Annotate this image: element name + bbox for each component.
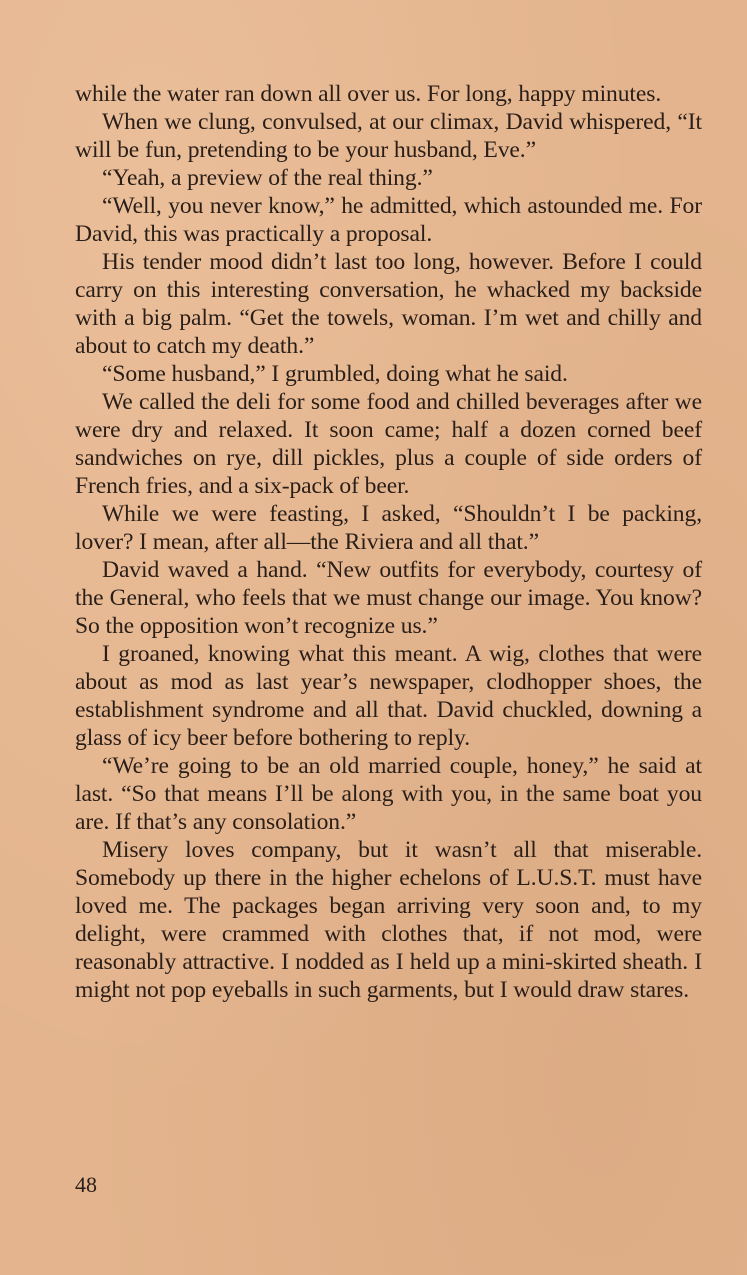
paragraph-10: I groaned, knowing what this meant. A wig, clothes that were about as mod as last year’s newspaper, clodhopper shoes, the establishment syndrome and all that. David chuckled, downing a glass of icy beer before bothering to reply.	[75, 641, 702, 751]
page-body-text	[75, 80, 702, 1004]
paragraph-3: “Yeah, a preview of the real thing.”	[102, 165, 433, 191]
paragraph-4: “Well, you never know,” he admitted, which astounded me. For David, this was practically a proposal.	[75, 193, 702, 247]
paragraph-11: “We’re going to be an old married couple, honey,” he said at last. “So that means I’ll be along with you, in the same boat you are. If that’s any consolation.”	[75, 753, 702, 835]
paragraph-1: while the water ran down all over us. For long, happy minutes.	[75, 81, 662, 107]
paragraph-2: When we clung, convulsed, at our climax, David whispered, “It will be fun, pretending to be your husband, Eve.”	[75, 109, 702, 163]
paragraph-9: David waved a hand. “New outfits for everybody, courtesy of the General, who feels that we must change our image. You know? So the opposition won’t recognize us.”	[75, 557, 702, 639]
paragraph-5: His tender mood didn’t last too long, however. Before I could carry on this interesting conversation, he whacked my backside with a big palm. “Get the towels, woman. I’m wet and chilly and about to catch my death.”	[75, 249, 702, 359]
paragraph-7: We called the deli for some food and chilled beverages after we were dry and relaxed. It soon came; half a dozen corned beef sandwiches on rye, dill pickles, plus a couple of side orders of French fries, and a six-pack of beer.	[75, 389, 702, 499]
paragraph-8: While we were feasting, I asked, “Shouldn’t I be packing, lover? I mean, after all—the Riviera and all that.”	[75, 501, 702, 555]
paragraph-6: “Some husband,” I grumbled, doing what he said.	[102, 361, 568, 387]
paragraph-12: Misery loves company, but it wasn’t all that miserable. Somebody up there in the higher echelons of L.U.S.T. must have loved me. The packages began arriving very soon and, to my delight, were crammed with clothes that, if not mod, were reasonably attractive. I nodded as I held up a mini-skirted sheath. I might not pop eyeballs in such garments, but I would draw stares.	[75, 837, 702, 1003]
page-number: 48	[75, 1172, 97, 1197]
